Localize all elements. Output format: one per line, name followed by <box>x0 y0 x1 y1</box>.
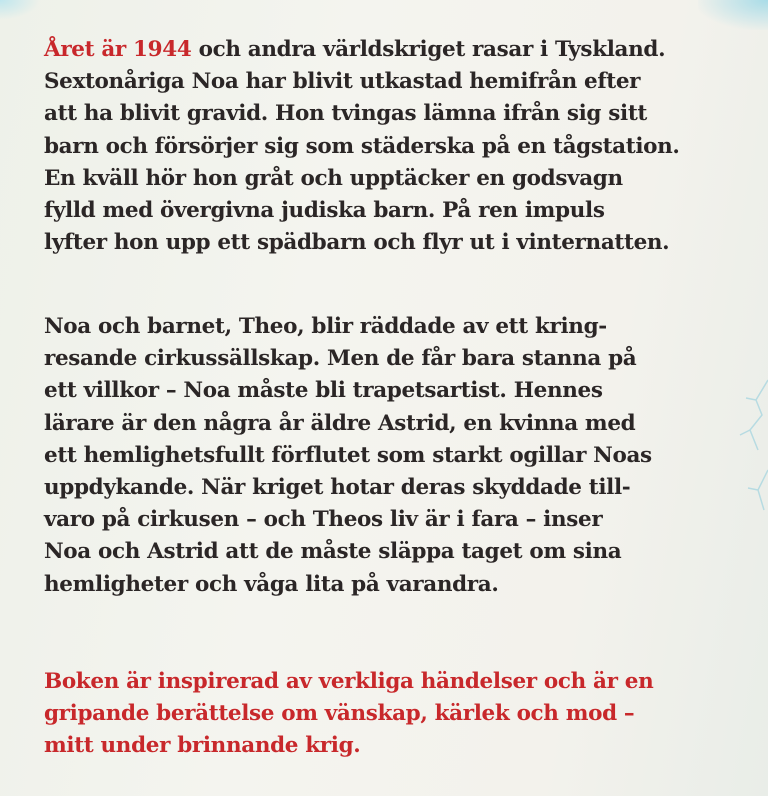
text-line: barn och försörjer sig som städerska på en tågstation. <box>44 133 680 159</box>
text-line <box>44 34 764 66</box>
closing-paragraph <box>44 666 764 763</box>
text-line: hemligheter och våga lita på varandra. <box>44 571 499 597</box>
text-line: Sextonåriga Noa har blivit utkastad hemifrån efter <box>44 69 641 95</box>
text-line: Boken är inspirerad av verkliga händelser och är en <box>44 669 654 694</box>
text-line: En kväll hör hon gråt och upptäcker en godsvagn <box>44 165 623 191</box>
text-line: lyfter hon upp ett spädbarn och flyr ut i vinternatten. <box>44 230 670 256</box>
decorative-sky-corner-right <box>698 0 768 30</box>
text-line-content: och andra världskriget rasar i Tyskland. <box>191 37 666 62</box>
story-paragraph <box>44 311 764 601</box>
text-line: fylld med övergivna judiska barn. På ren impuls <box>44 197 605 223</box>
text-line: Noa och Astrid att de måste släppa taget om sina <box>44 539 622 565</box>
text-line: resande cirkussällskap. Men de får bara stanna på <box>44 346 637 372</box>
text-line: uppdykande. När kriget hotar deras skyddade till- <box>44 474 631 500</box>
decorative-sky-corner-left <box>0 0 40 20</box>
year-highlight: Året är 1944 <box>44 37 192 62</box>
text-line: att ha blivit gravid. Hon tvingas lämna ifrån sig sitt <box>44 101 647 127</box>
text-line: gripande berättelse om vänskap, kärlek och mod – <box>44 701 635 727</box>
text-line: mitt under brinnande krig. <box>44 733 361 759</box>
intro-paragraph <box>44 34 764 259</box>
text-line: Noa och barnet, Theo, blir räddade av ett kring- <box>44 314 607 339</box>
text-line: lärare är den några år äldre Astrid, en kvinna med <box>44 410 636 436</box>
text-line: ett hemlighetsfullt förflutet som starkt ogillar Noas <box>44 442 652 468</box>
text-line: varo på cirkusen – och Theos liv är i fara – inser <box>44 507 603 533</box>
text-line: ett villkor – Noa måste bli trapetsartist. Hennes <box>44 378 603 404</box>
